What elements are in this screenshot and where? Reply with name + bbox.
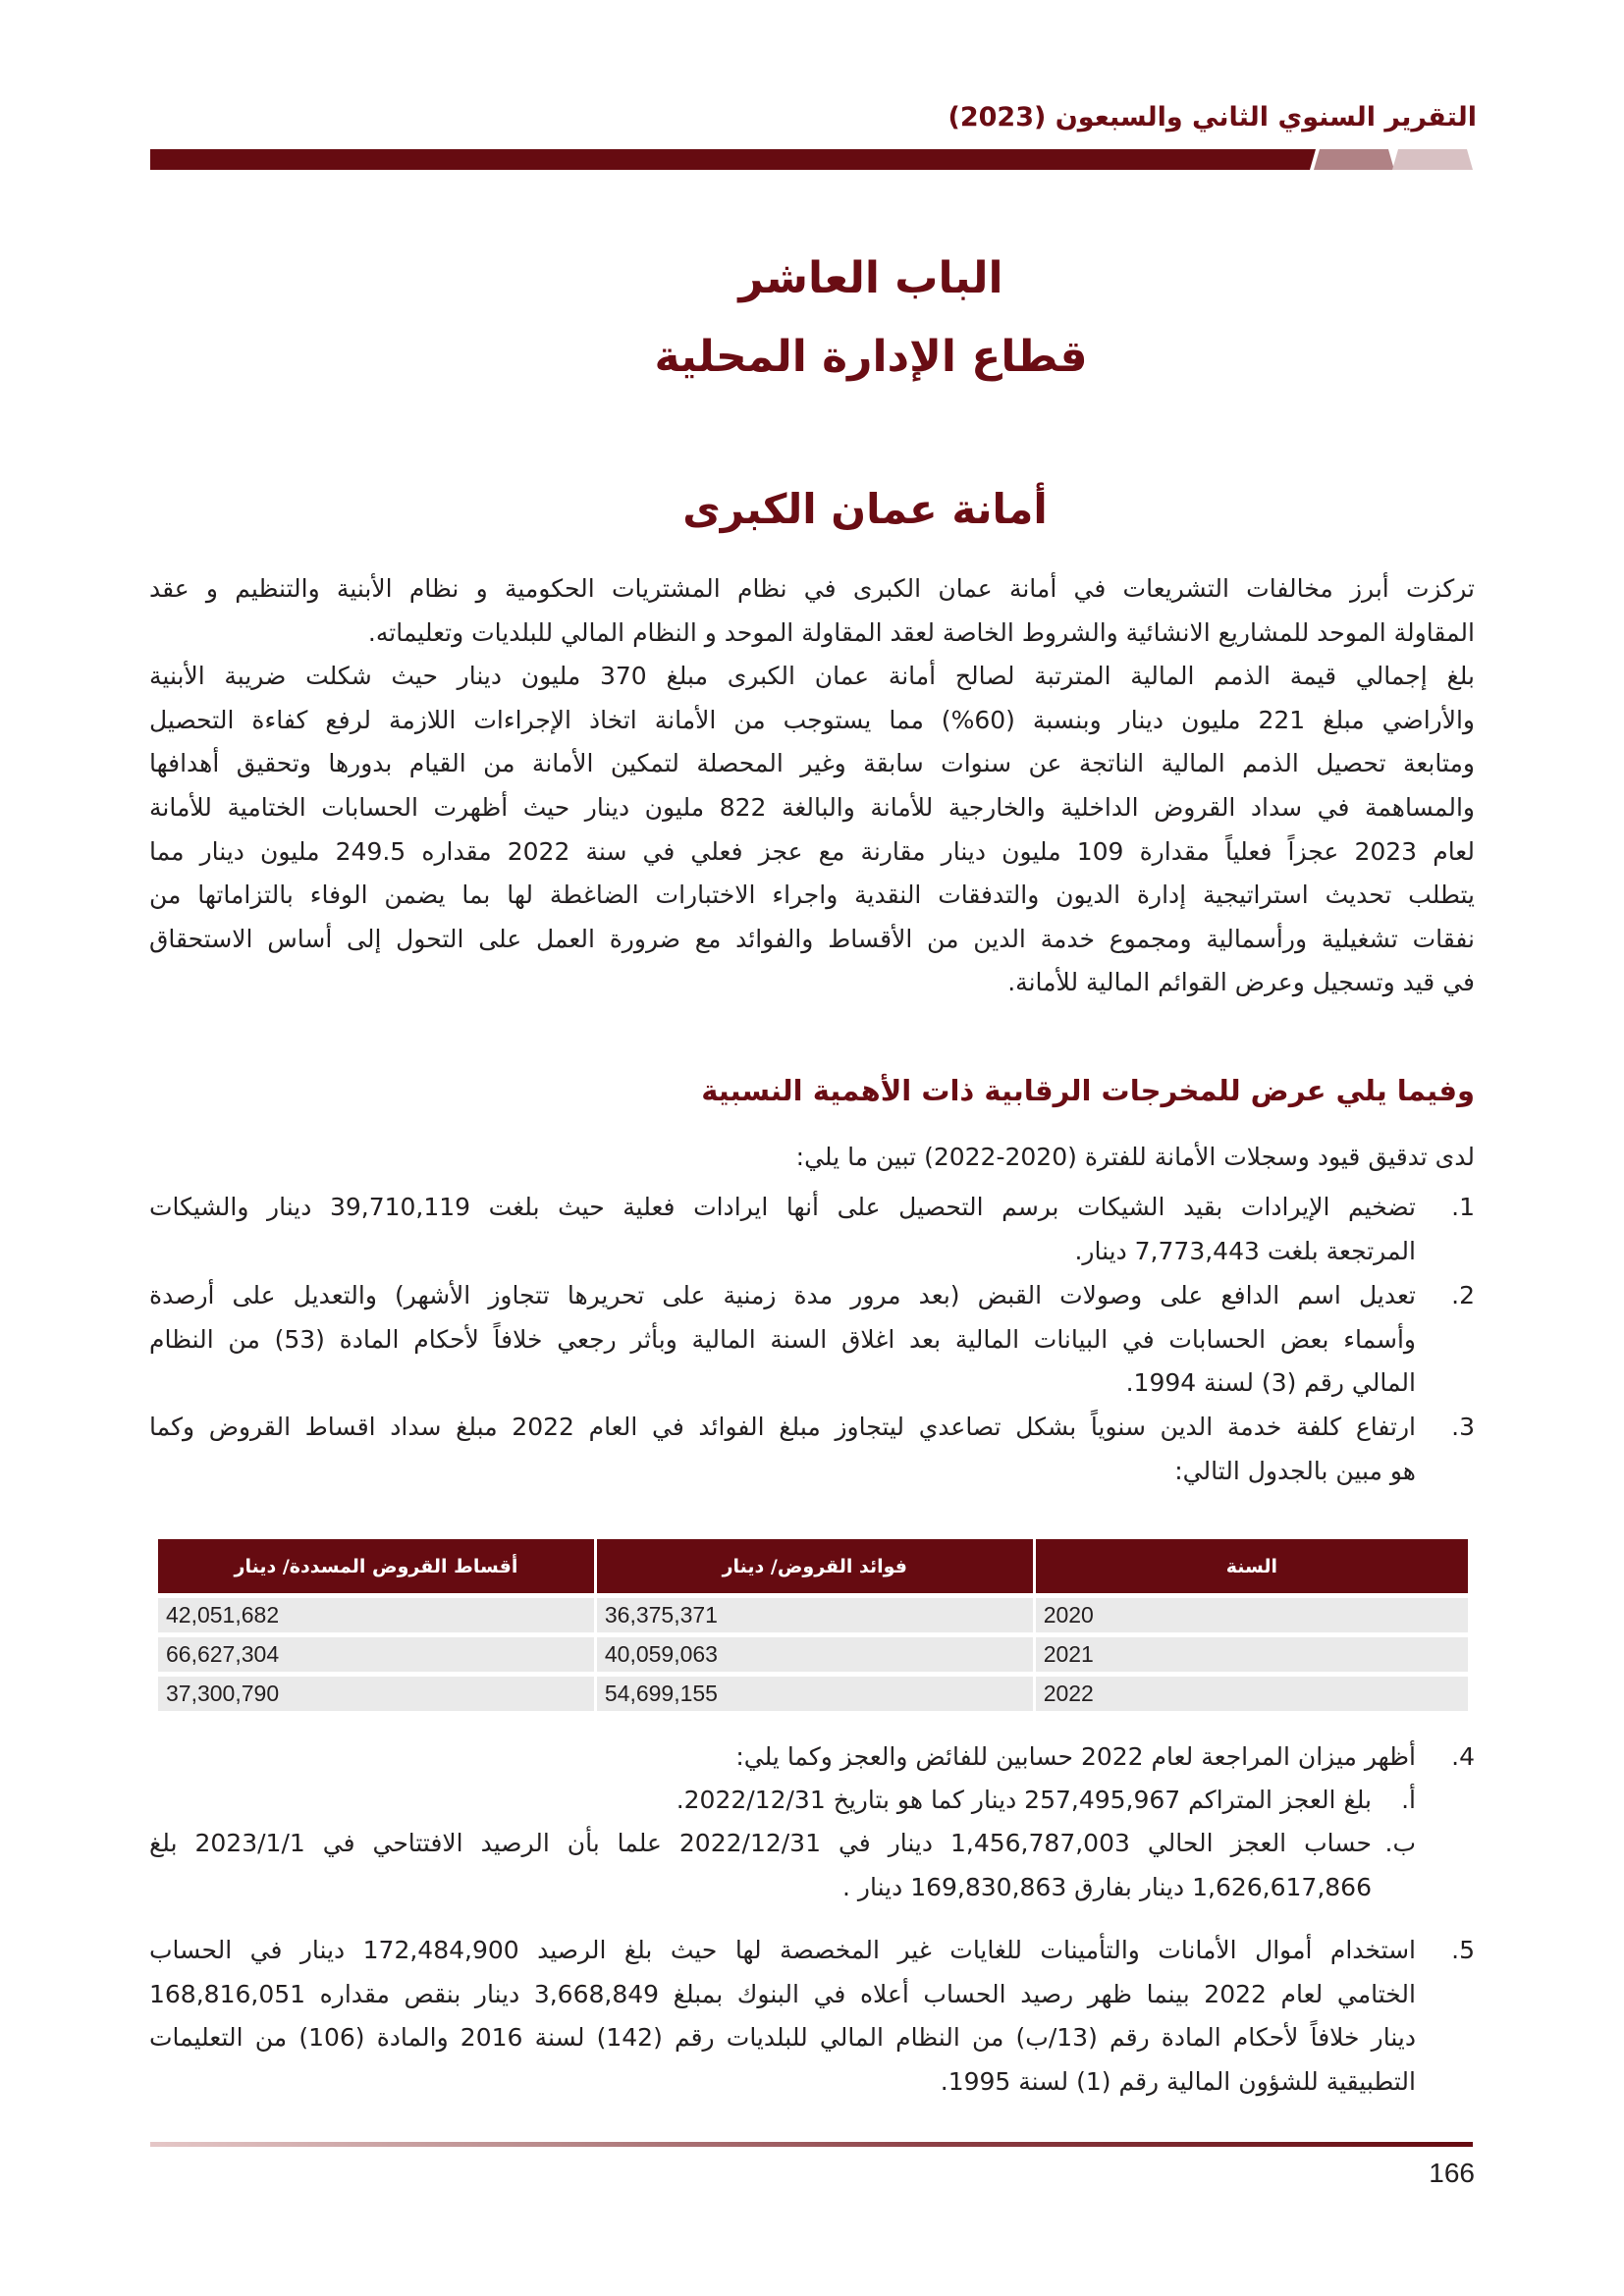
item-line: أظهر ميزان المراجعة لعام 2022 حسابين للفائض والعجز وكما يلي: (735, 1742, 1416, 1771)
list-item (149, 1274, 1475, 1406)
table-row (158, 1677, 1468, 1711)
sector-title: قطاع الإدارة المحلية (654, 332, 1088, 382)
sub-item-letter: ب. (1384, 1829, 1416, 1857)
paragraph-line: والأراضي مبلغ 221 مليون دينار وبنسبة (60%) مما يستوجب من الأمانة اتخاذ الإجراءات اللازمة لرفع كفاءة التحصيل (149, 705, 1475, 734)
sub-item-letter: أ. (1401, 1786, 1416, 1814)
sub-item-line: 1,626,617,866 دينار بفارق 169,830,863 دينار . (842, 1872, 1372, 1901)
column-header-installments: أقساط القروض المسددة/ دينار (158, 1539, 594, 1593)
item-line: المرتجعة بلغت 7,773,443 دينار. (1074, 1236, 1416, 1265)
footer-divider (150, 2142, 1473, 2147)
cell-year: 2022 (1036, 1677, 1468, 1711)
header-bar-dark (150, 149, 1316, 170)
cell-installments: 42,051,682 (158, 1598, 594, 1632)
item-line: هو مبين بالجدول التالي: (1174, 1456, 1416, 1485)
sub-item-line: حساب العجز الحالي 1,456,787,003 دينار في 2022/12/31 علما بأن الرصيد الافتتاحي في 2023/1/1 بلغ (149, 1829, 1372, 1857)
column-header-interest: فوائد القروض/ دينار (597, 1539, 1033, 1593)
paragraph-line: المقاولة الموحد للمشاريع الانشائية والشروط الخاصة لعقد المقاولة الموحد و النظام المالي للبلديات وتعليماته. (367, 617, 1475, 647)
cell-year: 2021 (1036, 1637, 1468, 1672)
paragraph-line: نفقات تشغيلية ورأسمالية ومجموع خدمة الدين من الأقساط والفوائد مع ضرورة العمل على التحول إلى أساس الاستحقاق (149, 924, 1475, 953)
list-item (149, 1186, 1475, 1273)
item-line: استخدام أموال الأمانات والتأمينات للغايات غير المخصصة لها حيث بلغ الرصيد 172,484,900 دينار في الحساب (149, 1936, 1417, 1964)
table-header-row (158, 1539, 1468, 1593)
header-bar-light (1392, 149, 1473, 170)
item-line: ارتفاع كلفة خدمة الدين سنوياً بشكل تصاعدي ليتجاوز مبلغ الفوائد في العام 2022 مبلغ سداد اقساط القروض وكما (149, 1413, 1416, 1441)
item-line: تعديل اسم الدافع على وصولات القبض (بعد مرور مدة زمنية على تحريرها تتجاوز الأشهر) والتعديل على أرصدة (149, 1281, 1416, 1309)
paragraph-line: ومتابعة تحصيل الذمم المالية الناتجة عن سنوات سابقة وغير المحصلة لتمكين الأمانة من القيام بدورها وتحقيق أهدافها (149, 749, 1475, 778)
loans-table (155, 1534, 1471, 1716)
paragraph-line: بلغ إجمالي قيمة الذمم المالية المترتبة لصالح أمانة عمان الكبرى مبلغ 370 مليون دينار حيث شكلت ضريبة الأبنية (149, 662, 1475, 691)
item-line: تضخيم الإيرادات بقيد الشيكات برسم التحصيل على أنها ايرادات فعلية حيث بلغت 39,710,119 دينار والشيكات (149, 1193, 1416, 1221)
paragraph-line: والمساهمة في سداد القروض الداخلية والخارجية للأمانة والبالغة 822 مليون دينار حيث أظهرت الحسابات الختامية للأمانة (149, 792, 1475, 822)
cell-interest: 54,699,155 (597, 1677, 1033, 1711)
page-number: 166 (1429, 2158, 1475, 2188)
item-line: وأسماء بعض الحسابات في البيانات المالية بعد اغلاق السنة المالية وبأثر رجعي خلافاً لأحكام المادة (53) من النظام (149, 1324, 1417, 1354)
item-number: 5. (1451, 1936, 1475, 1964)
section-heading: وفيما يلي عرض للمخرجات الرقابية ذات الأهمية النسبية (701, 1074, 1475, 1107)
sub-item-line: بلغ العجز المتراكم 257,495,967 دينار كما هو بتاريخ 2022/12/31. (676, 1786, 1372, 1814)
item-line: دينار خلافاً لأحكام المادة رقم (13/ب) من النظام المالي للبلديات رقم (142) لسنة 2016 والمادة (106) من التعليمات (149, 2023, 1416, 2053)
list-item (149, 1406, 1475, 1493)
item-line: التطبيقية للشؤون المالية رقم (1) لسنة 1995. (940, 2066, 1416, 2096)
paragraph-line: في قيد وتسجيل وعرض القوائم المالية للأمانة. (1007, 968, 1475, 997)
cell-installments: 66,627,304 (158, 1637, 594, 1672)
list-item (149, 1735, 1475, 1780)
item-number: 2. (1451, 1281, 1475, 1309)
paragraph-line: يتطلب تحديث استراتيجية إدارة الديون والتدفقات النقدية واجراء الاختبارات الضاغطة لها بما يضمن الوفاء بالتزاماتها من (149, 881, 1475, 910)
chapter-number-title: الباب العاشر (738, 253, 1003, 303)
body-paragraphs (149, 567, 1475, 1005)
item-line: المالي رقم (3) لسنة 1994. (1125, 1368, 1416, 1398)
cell-year: 2020 (1036, 1598, 1468, 1632)
sub-list-item (149, 1779, 1416, 1823)
header-bar-medium (1314, 149, 1394, 170)
item-number: 1. (1451, 1193, 1475, 1221)
item-number: 4. (1451, 1742, 1475, 1771)
sub-list-item (149, 1822, 1416, 1909)
paragraph-line: تركزت أبرز مخالفات التشريعات في أمانة عمان الكبرى في نظام المشتريات الحكومية و نظام الأبنية والتنظيم و عقد (149, 574, 1475, 603)
intro-text: لدى تدقيق قيود وسجلات الأمانة للفترة (2020-2022) تبين ما يلي: (795, 1143, 1475, 1171)
cell-interest: 36,375,371 (597, 1598, 1033, 1632)
item-line: الختامي لعام 2022 بينما ظهر رصيد الحساب أعلاه في البنوك بمبلغ 3,668,849 دينار بنقص مقداره 168,816,051 (149, 1979, 1416, 2008)
paragraph-line: لعام 2023 عجزاً فعلياً مقدارة 109 مليون دينار مقارنة مع عجز فعلي في سنة 2022 مقداره 249.5 مليون دينار مما (149, 836, 1475, 866)
running-title: التقرير السنوي الثاني والسبعون (2023) (947, 102, 1477, 133)
table-row (158, 1598, 1468, 1632)
item-number: 3. (1451, 1413, 1475, 1441)
cell-interest: 40,059,063 (597, 1637, 1033, 1672)
cell-installments: 37,300,790 (158, 1677, 594, 1711)
column-header-year: السنة (1036, 1539, 1468, 1593)
entity-title: أمانة عمان الكبرى (682, 485, 1048, 533)
table-row (158, 1637, 1468, 1672)
list-item (149, 1929, 1475, 2104)
